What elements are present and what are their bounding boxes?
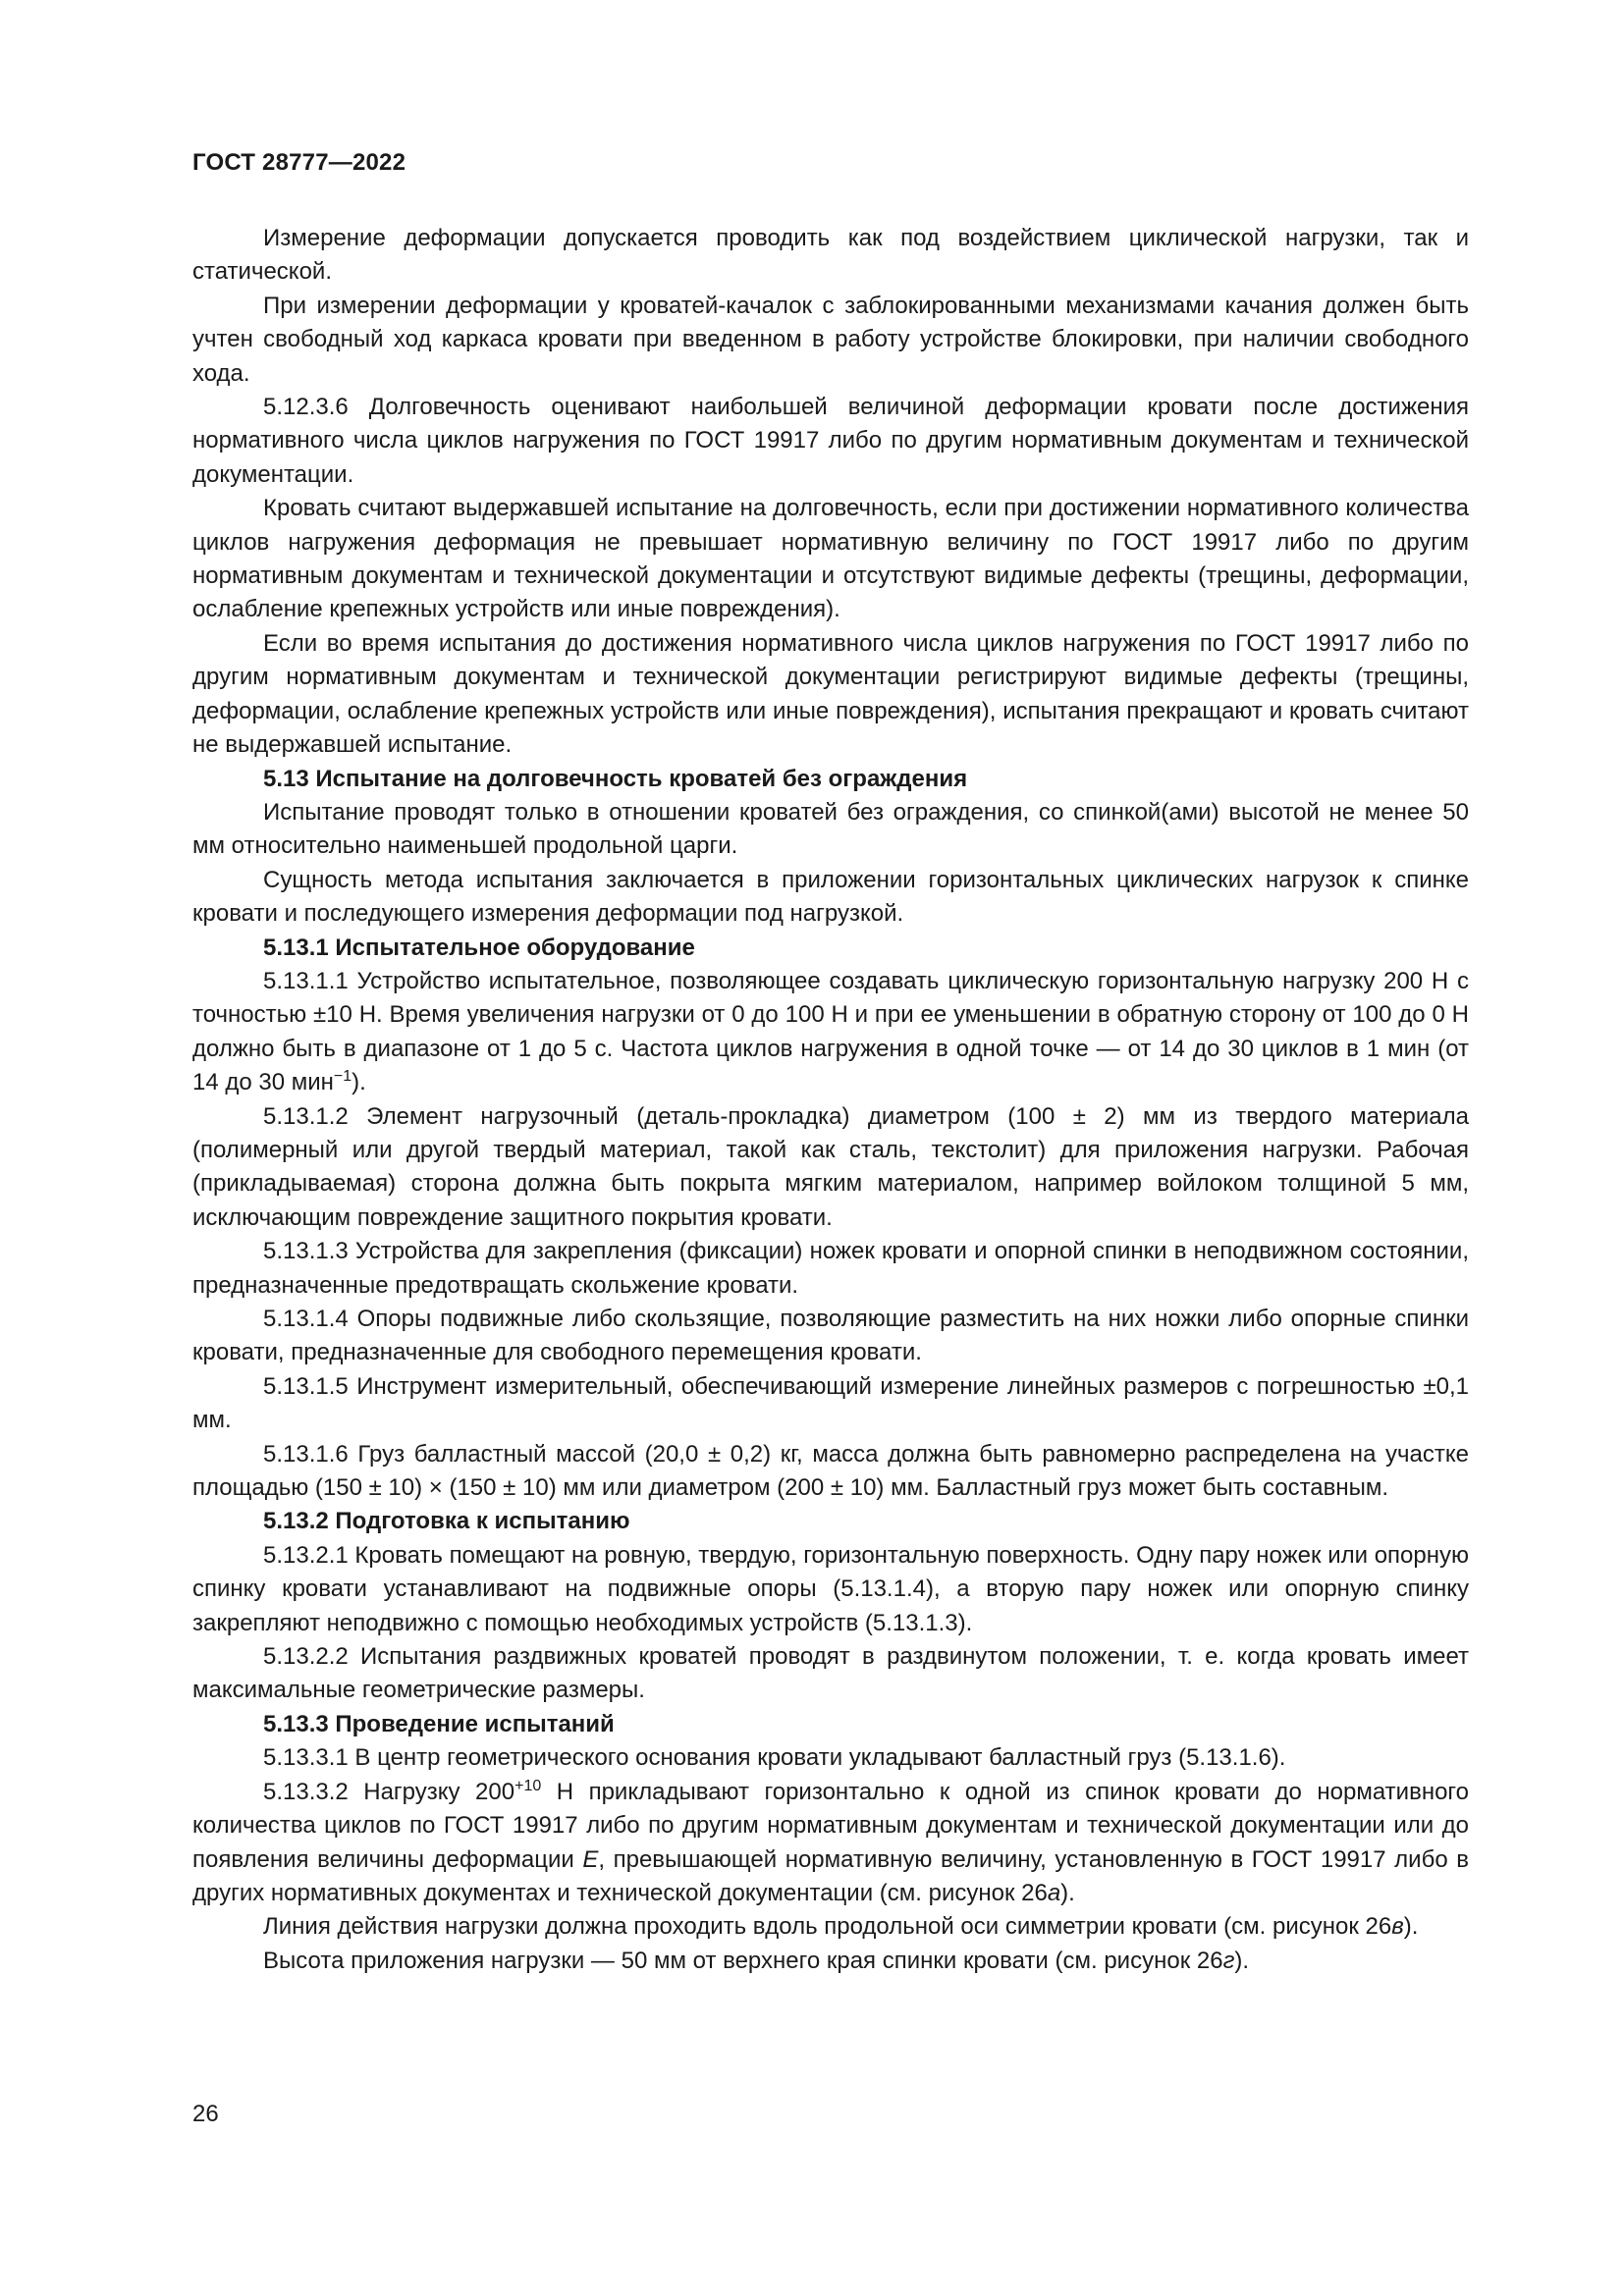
italic-symbol: а <box>1047 1879 1061 1906</box>
paragraph: Испытание проводят только в отношении кроватей без ограждения, со спинкой(ами) высотой не менее 50 мм относительно наименьшей продольной царги. <box>192 798 1469 860</box>
paragraph: Линия действия нагрузки должна проходить вдоль продольной оси симметрии кровати (см. рисунок 26в). <box>263 1913 1419 1941</box>
document-standard-header: ГОСТ 28777—2022 <box>192 149 406 176</box>
paragraph: 5.12.3.6 Долговечность оценивают наибольшей величиной деформации кровати после достижения нормативного числа циклов нагружения по ГОСТ 19917 либо по другим нормативным документам и технической документации. <box>192 394 1469 488</box>
paragraph: 5.13.1.1 Устройство испытательное, позволяющее создавать циклическую горизонтальную нагрузку 200 Н с точностью ±10 Н. Время увеличения нагрузки от 0 до 100 Н и при ее уменьшении в обратную сторону от 100 до 0 Н должно быть в диапазоне от 1 до 5 с. Частота циклов нагружения в одной точке — от 14 до 30 циклов в 1 мин (от 14 до 30 мин$^{-1}$). <box>192 967 1469 1096</box>
paragraph: Если во время испытания до достижения нормативного числа циклов нагружения по ГОСТ 19917 либо по другим нормативным документам и технической документации регистрируют видимые дефекты (трещины, деформации, ослабление крепежных устройств или иные повреждения), испытания прекращают и кровать считают не выдержавшей испытание. <box>192 629 1469 759</box>
document-body <box>192 222 1469 1978</box>
paragraph: 5.13.1.5 Инструмент измерительный, обеспечивающий измерение линейных размеров с погрешностью ±0,1 мм. <box>192 1372 1469 1434</box>
section-heading-5-13-2: 5.13.2 Подготовка к испытанию <box>263 1508 630 1535</box>
paragraph: 5.13.3.2 Нагрузку $200^{+10}$ Н прикладывают горизонтально к одной из спинок кровати до нормативного количества циклов по ГОСТ 19917 либо по другим нормативным документам и технической документации или до появления величины деформации Е, превышающей нормативную величину, установленную в ГОСТ 19917 либо в других нормативных документах и технической документации (см. рисунок 26а). <box>192 1777 1470 1906</box>
paragraph: 5.13.1.4 Опоры подвижные либо скользящие, позволяющие разместить на них ножки либо опорные спинки кровати, предназначенные для свободного перемещения кровати. <box>192 1306 1469 1366</box>
section-heading-5-13-3: 5.13.3 Проведение испытаний <box>263 1710 615 1737</box>
paragraph: Сущность метода испытания заключается в приложении горизонтальных циклических нагрузок к спинке кровати и последующего измерения деформации под нагрузкой. <box>192 866 1469 928</box>
section-heading-5-13: 5.13 Испытание на долговечность кроватей без ограждения <box>263 765 968 792</box>
section-heading-5-13-1: 5.13.1 Испытательное оборудование <box>263 934 695 961</box>
paragraph: 5.13.1.2 Элемент нагрузочный (деталь-прокладка) диаметром (100 ± 2) мм из твердого материала (полимерный или другой твердый материал, такой как сталь, текстолит) для приложения нагрузки. Рабочая (прикладываемая) сторона должна быть покрыта мягким материалом, например войлоком толщиной 5 мм, исключающим повреждение защитного покрытия кровати. <box>192 1102 1469 1231</box>
paragraph: 5.13.1.6 Груз балластный массой (20,0 ± 0,2) кг, масса должна быть равномерно распределена на участке площадью (150 ± 10) × (150 ± 10) мм или диаметром (200 ± 10) мм. Балластный груз может быть составным. <box>192 1440 1469 1502</box>
paragraph: При измерении деформации у кроватей-качалок с заблокированными механизмами качания должен быть учтен свободный ход каркаса кровати при введенном в работу устройстве блокировки, при наличии свободного хода. <box>192 292 1469 387</box>
paragraph: 5.13.1.3 Устройства для закрепления (фиксации) ножек кровати и опорной спинки в неподвижном состоянии, предназначенные предотвращать скольжение кровати. <box>192 1238 1469 1299</box>
paragraph: Измерение деформации допускается проводить как под воздействием циклической нагрузки, так и статической. <box>192 225 1469 286</box>
page-number: 26 <box>192 2101 219 2127</box>
paragraph: 5.13.2.2 Испытания раздвижных кроватей проводят в раздвинутом положении, т. е. когда кровать имеет максимальные геометрические размеры. <box>192 1643 1469 1704</box>
superscript: +10 <box>514 1777 542 1794</box>
paragraph: 5.13.3.1 В центр геометрического основания кровати укладывают балластный груз (5.13.1.6). <box>263 1744 1286 1772</box>
paragraph: Высота приложения нагрузки — 50 мм от верхнего края спинки кровати (см. рисунок 26г). <box>263 1947 1250 1974</box>
paragraph: 5.13.2.1 Кровать помещают на ровную, твердую, горизонтальную поверхность. Одну пару ножек или опорную спинку кровати устанавливают на подвижные опоры (5.13.1.4), а вторую пару ножек или опорную спинку закрепляют неподвижно с помощью необходимых устройств (5.13.1.3). <box>192 1541 1469 1636</box>
paragraph: Кровать считают выдержавшей испытание на долговечность, если при достижении нормативного количества циклов нагружения деформация не превышает нормативную величину по ГОСТ 19917 либо по другим нормативным документам и технической документации и отсутствуют видимые дефекты (трещины, деформации, ослабление крепежных устройств или иные повреждения). <box>192 495 1469 623</box>
italic-symbol: в <box>1391 1913 1404 1941</box>
superscript: −1 <box>333 1068 352 1086</box>
italic-symbol: Е <box>582 1845 599 1873</box>
italic-symbol: г <box>1222 1947 1235 1974</box>
